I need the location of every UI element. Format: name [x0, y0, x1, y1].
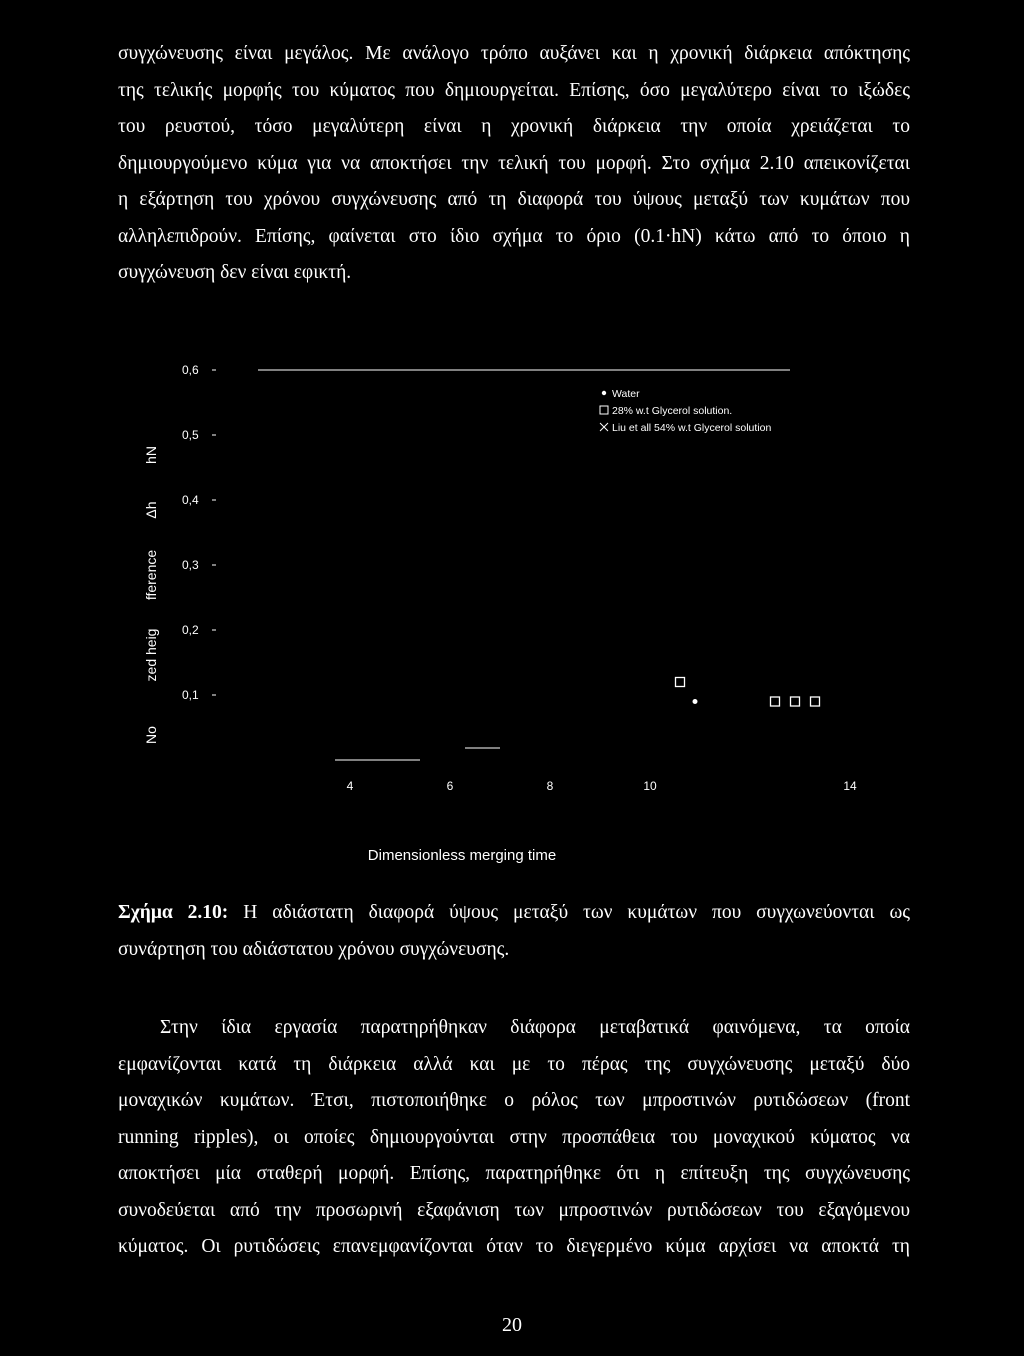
text-line: συνοδεύεται από την προσωρινή εξαφάνιση των μπροστινών ρυτιδώσεων του εξαγόμενου	[118, 1199, 910, 1221]
y-axis-label-fragment: hN	[143, 446, 159, 464]
y-tick-label: 0,6	[182, 363, 199, 377]
caption-line-1	[118, 894, 910, 931]
x-tick-label: 6	[446, 779, 454, 793]
text-line: εμφανίζονται κατά τη διάρκεια αλλά και με το πέρας της συγχώνευσης μεταξύ δύο	[118, 1053, 910, 1075]
data-point-glycerol-28	[791, 697, 800, 706]
text-line: running ripples), οι οποίες δημιουργούνται στην προσπάθεια του μοναχικού κύματος να	[118, 1126, 910, 1148]
caption-line-2: συνάρτηση του αδιάστατου χρόνου συγχώνευσης.	[118, 939, 510, 960]
legend-entry: Liu et all 54% w.t Glycerol solution	[612, 422, 772, 434]
text-line: η εξάρτηση του χρόνου συγχώνευσης από τη διαφορά του ύψους μεταξύ των κυμάτων που	[118, 189, 910, 210]
text-line: αποκτήσει μία σταθερή μορφή. Επίσης, παρατηρήθηκε ότι η επίτευξη της συγχώνευσης	[118, 1163, 910, 1184]
y-tick-label: 0,2	[182, 623, 199, 637]
data-point-glycerol-28	[771, 697, 780, 706]
text-line: συγχώνευση δεν είναι εφικτή.	[118, 262, 352, 283]
legend-marker-glycerol-28	[600, 406, 608, 414]
y-axis-label-fragment: Δh	[143, 501, 159, 519]
figure-2-10-chart	[0, 340, 1024, 880]
text-line: της τελικής μορφής του κύματος που δημιουργείται. Επίσης, όσο μεγαλύτερο είναι το ιξώδες	[118, 79, 910, 101]
legend-entry: 28% w.t Glycerol solution.	[612, 405, 733, 417]
page-number: 20	[502, 1314, 522, 1336]
x-axis-label: Dimensionless merging time	[367, 847, 557, 864]
text-line: δημιουργούμενο κύμα για να αποκτήσει την τελική του μορφή. Στο σχήμα 2.10 απεικονίζεται	[118, 152, 910, 174]
data-point-water	[693, 699, 698, 704]
text-line: συγχώνευσης είναι μεγάλος. Με ανάλογο τρόπο αυξάνει και η χρονική διάρκεια απόκτησης	[118, 43, 910, 64]
x-tick-label: 8	[546, 779, 554, 793]
legend-marker-water	[602, 391, 606, 395]
text-line: κύματος. Οι ρυτιδώσεις επανεμφανίζονται όταν το διεγερμένο κύμα αρχίσει να αποκτά τη	[118, 1236, 910, 1257]
y-tick-label: 0,5	[182, 428, 199, 442]
y-tick-label: 0,3	[182, 558, 199, 572]
x-tick-label: 14	[843, 779, 857, 793]
caption-text-1: Η αδιάστατη διαφορά ύψους μεταξύ των κυμάτων που συγχωνεύονται ως	[243, 902, 910, 923]
caption-label: Σχήμα 2.10:	[118, 902, 229, 923]
y-tick-label: 0,4	[182, 493, 199, 507]
y-tick-label: 0,1	[182, 688, 199, 702]
x-tick-label: 4	[346, 779, 354, 793]
text-line: Στην ίδια εργασία παρατηρήθηκαν διάφορα μεταβατικά φαινόμενα, τα οποία	[160, 1017, 910, 1038]
legend-entry: Water	[612, 388, 640, 400]
paragraph-transient	[118, 1010, 910, 1266]
y-axis-label-fragment: No	[143, 726, 159, 744]
data-point-glycerol-28	[676, 678, 685, 687]
text-line: μοναχικών κυμάτων. Έτσι, πιστοποιήθηκε ο ρόλος των μπροστινών ρυτιδώσεων (front	[118, 1090, 910, 1111]
figure-caption	[118, 894, 910, 968]
paragraph-intro	[118, 36, 910, 292]
y-axis-label-fragment: fference	[143, 549, 159, 601]
x-tick-label: 10	[643, 779, 657, 793]
y-axis-label-fragment: zed heig	[143, 628, 159, 682]
text-line: αλληλεπιδρούν. Επίσης, φαίνεται στο ίδιο σχήμα το όριο (0.1·hN) κάτω από το όποιο η	[118, 225, 910, 247]
data-point-glycerol-28	[811, 697, 820, 706]
text-line: του ρευστού, τόσο μεγαλύτερη είναι η χρονική διάρκεια την οποία χρειάζεται το	[118, 116, 910, 137]
